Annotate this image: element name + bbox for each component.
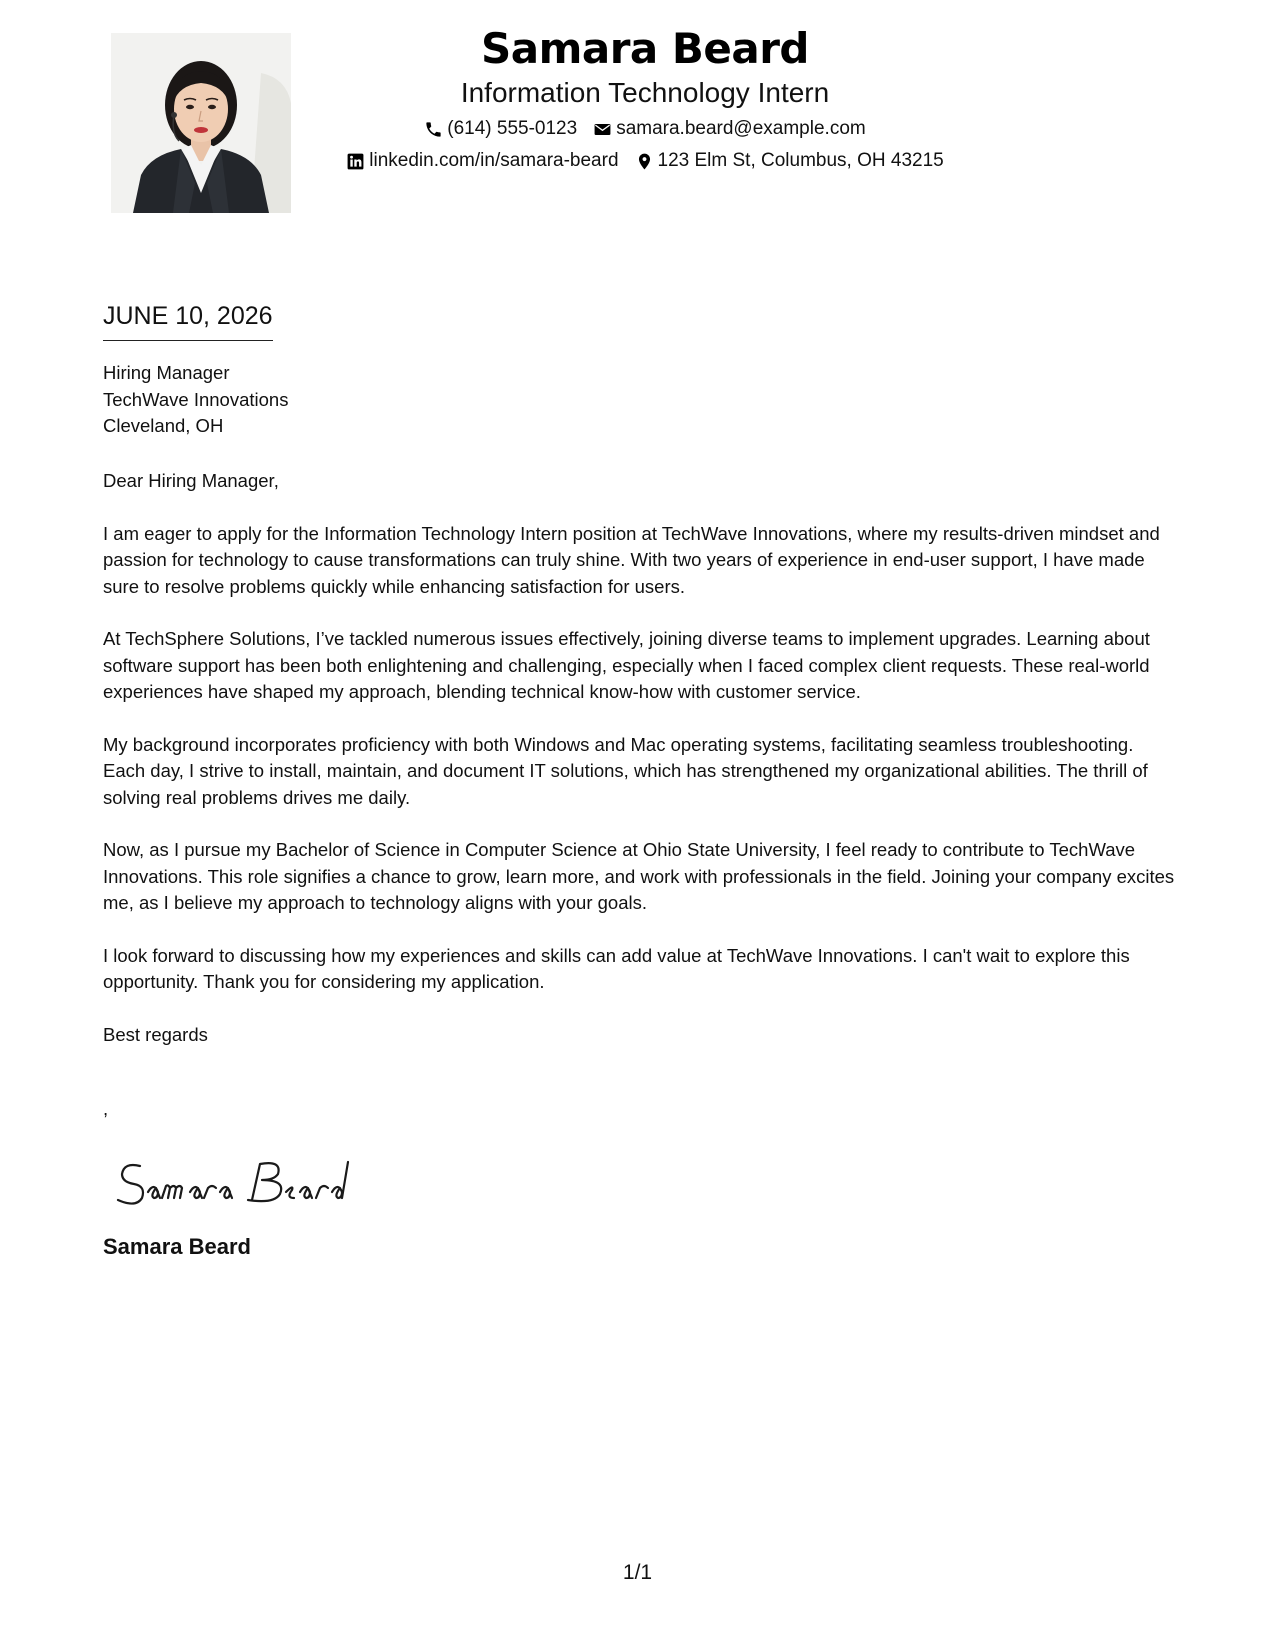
recipient-company: TechWave Innovations: [103, 388, 289, 410]
contact-linkedin[interactable]: [346, 149, 618, 173]
profile-photo-image: [111, 33, 291, 213]
recipient-block: [103, 360, 288, 440]
closing: Best regards: [103, 1024, 208, 1045]
profile-photo: [111, 33, 291, 213]
paragraph-3: My background incorporates proficiency with both Windows and Mac operating systems, facilitating seamless troubleshooting. Each day, I strive to install, maintain, and document IT solutions, which has strengthened my organizational abilities. The thrill of solving real problems drives me daily.: [103, 733, 1148, 808]
paragraph-2: At TechSphere Solutions, I’ve tackled numerous issues effectively, joining diverse teams to implement upgrades. Learning about software support has been both enlightening and challenging, especially when I faced complex client requests. These real-world experiences have shaped my approach, blending technical know-how with customer service.: [103, 628, 1150, 702]
address-text: 123 Elm St, Columbus, OH 43215: [657, 150, 944, 171]
map-pin-icon: [635, 152, 654, 171]
contact-email[interactable]: [593, 117, 866, 141]
contact-row-2: [300, 149, 990, 173]
contact-phone[interactable]: [424, 117, 577, 141]
paragraph-5: I look forward to discussing how my experiences and skills can add value at TechWave Innovations. I can't wait to explore this opportunity. Thank you for considering my application.: [103, 944, 1130, 992]
recipient-location: Cleveland, OH: [103, 415, 224, 436]
recipient-title: Hiring Manager: [103, 362, 230, 383]
salutation: Dear Hiring Manager,: [103, 470, 279, 491]
paragraph-4: Now, as I pursue my Bachelor of Science in Computer Science at Ohio State University, I feel ready to contribute to TechWave Innovations. This role signifies a chance to grow, learn more, and work with professionals in the field. Joining your company excites me, as I believe my approach to technology aligns with your goals.: [103, 839, 1175, 913]
header: [300, 22, 990, 173]
signed-name: Samara Beard: [103, 1234, 251, 1259]
envelope-icon: [593, 120, 612, 139]
contact-address: [635, 149, 944, 173]
linkedin-icon: [346, 152, 365, 171]
email-text: samara.beard@example.com: [616, 118, 866, 139]
phone-text: (614) 555-0123: [447, 118, 578, 139]
closing-comma: ,: [103, 1098, 109, 1119]
page-number: 1/1: [622, 1561, 653, 1584]
phone-icon: [424, 120, 443, 139]
contact-row-1: [300, 117, 990, 141]
handwritten-signature: [110, 1148, 370, 1218]
signature-image: [110, 1148, 370, 1218]
linkedin-text: linkedin.com/in/samara-beard: [369, 150, 619, 171]
letter-date: JUNE 10, 2026: [103, 301, 273, 341]
paragraph-1: I am eager to apply for the Information Technology Intern position at TechWave Innovations, where my results-driven mindset and passion for technology to cause transformations can truly shine. With two years of experience in end-user support, I have made sure to resolve problems quickly while enhancing satisfaction for users.: [103, 522, 1160, 597]
job-title: Information Technology Intern: [460, 77, 830, 108]
letter-body: [103, 468, 1175, 1022]
applicant-name: Samara Beard: [481, 24, 809, 73]
